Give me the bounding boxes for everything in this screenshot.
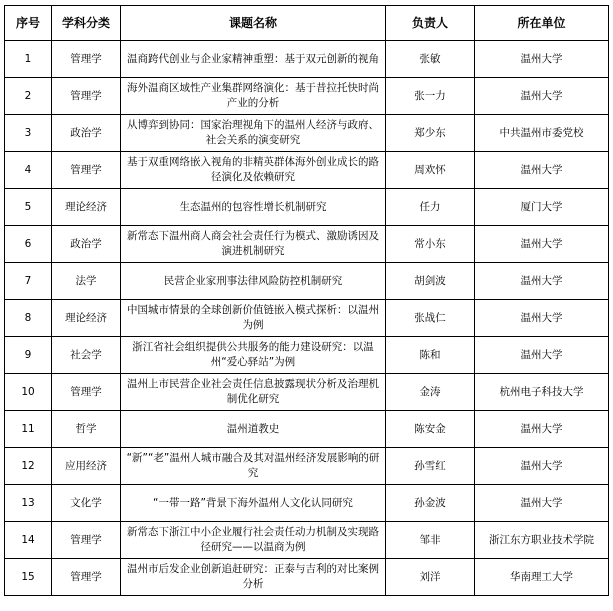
cell-title: “新”“老”温州人城市融合及其对温州经济发展影响的研究 — [121, 448, 386, 485]
cell-no: 11 — [5, 411, 52, 448]
cell-title: 海外温商区域性产业集群网络演化：基于昔拉托快时尚产业的分析 — [121, 78, 386, 115]
cell-title: 基于双重网络嵌入视角的非精英群体海外创业成长的路径演化及依赖研究 — [121, 152, 386, 189]
cell-category: 政治学 — [52, 115, 121, 152]
cell-category: 理论经济 — [52, 189, 121, 226]
cell-no: 9 — [5, 337, 52, 374]
cell-title: 中国城市情景的全球创新价值链嵌入模式探析：以温州为例 — [121, 300, 386, 337]
cell-unit: 温州大学 — [475, 485, 609, 522]
cell-unit: 温州大学 — [475, 152, 609, 189]
header-title: 课题名称 — [121, 6, 386, 41]
cell-category: 管理学 — [52, 374, 121, 411]
cell-title: 民营企业家刑事法律风险防控机制研究 — [121, 263, 386, 300]
cell-category: 管理学 — [52, 78, 121, 115]
cell-title: “一带一路”背景下海外温州人文化认同研究 — [121, 485, 386, 522]
cell-leader: 孙金波 — [386, 485, 475, 522]
cell-category: 管理学 — [52, 152, 121, 189]
cell-title: 浙江省社会组织提供公共服务的能力建设研究：以温州“爱心驿站”为例 — [121, 337, 386, 374]
project-table — [4, 5, 609, 596]
cell-leader: 邹非 — [386, 522, 475, 559]
cell-leader: 陈安金 — [386, 411, 475, 448]
cell-category: 文化学 — [52, 485, 121, 522]
cell-title: 生态温州的包容性增长机制研究 — [121, 189, 386, 226]
cell-no: 15 — [5, 559, 52, 596]
cell-no: 3 — [5, 115, 52, 152]
cell-no: 12 — [5, 448, 52, 485]
cell-no: 2 — [5, 78, 52, 115]
cell-category: 管理学 — [52, 41, 121, 78]
cell-unit: 温州大学 — [475, 300, 609, 337]
cell-category: 政治学 — [52, 226, 121, 263]
cell-unit: 温州大学 — [475, 337, 609, 374]
table-row — [5, 78, 609, 115]
cell-unit: 温州大学 — [475, 263, 609, 300]
cell-category: 应用经济 — [52, 448, 121, 485]
cell-title: 新常态下温州商人商会社会责任行为模式、激励诱因及演进机制研究 — [121, 226, 386, 263]
table-row — [5, 559, 609, 596]
cell-unit: 温州大学 — [475, 78, 609, 115]
table-row — [5, 411, 609, 448]
table-row — [5, 226, 609, 263]
cell-no: 8 — [5, 300, 52, 337]
table-row — [5, 485, 609, 522]
cell-unit: 温州大学 — [475, 226, 609, 263]
cell-unit: 温州大学 — [475, 41, 609, 78]
cell-unit: 温州大学 — [475, 411, 609, 448]
cell-category: 社会学 — [52, 337, 121, 374]
cell-unit: 温州大学 — [475, 448, 609, 485]
cell-leader: 胡剑波 — [386, 263, 475, 300]
cell-title: 温州市后发企业创新追赶研究：正泰与吉利的对比案例分析 — [121, 559, 386, 596]
header-category: 学科分类 — [52, 6, 121, 41]
table-body — [5, 41, 609, 596]
table-row — [5, 263, 609, 300]
cell-category: 管理学 — [52, 559, 121, 596]
table-row — [5, 374, 609, 411]
cell-no: 4 — [5, 152, 52, 189]
cell-leader: 陈和 — [386, 337, 475, 374]
table-row — [5, 300, 609, 337]
cell-title: 温商跨代创业与企业家精神重塑：基于双元创新的视角 — [121, 41, 386, 78]
cell-leader: 郑少东 — [386, 115, 475, 152]
table-row — [5, 522, 609, 559]
cell-unit: 浙江东方职业技术学院 — [475, 522, 609, 559]
cell-no: 6 — [5, 226, 52, 263]
cell-title: 温州道教史 — [121, 411, 386, 448]
table-row — [5, 41, 609, 78]
table-row — [5, 189, 609, 226]
cell-no: 5 — [5, 189, 52, 226]
cell-leader: 周欢怀 — [386, 152, 475, 189]
cell-title: 新常态下浙江中小企业履行社会责任动力机制及实现路径研究——以温商为例 — [121, 522, 386, 559]
cell-leader: 张一力 — [386, 78, 475, 115]
table-row — [5, 448, 609, 485]
cell-no: 14 — [5, 522, 52, 559]
cell-leader: 常小东 — [386, 226, 475, 263]
cell-leader: 张战仁 — [386, 300, 475, 337]
cell-leader: 任力 — [386, 189, 475, 226]
cell-no: 1 — [5, 41, 52, 78]
cell-unit: 华南理工大学 — [475, 559, 609, 596]
cell-leader: 刘洋 — [386, 559, 475, 596]
cell-category: 法学 — [52, 263, 121, 300]
project-table-container — [4, 5, 608, 596]
cell-leader: 张敏 — [386, 41, 475, 78]
table-row — [5, 115, 609, 152]
cell-unit: 中共温州市委党校 — [475, 115, 609, 152]
cell-unit: 厦门大学 — [475, 189, 609, 226]
cell-category: 理论经济 — [52, 300, 121, 337]
cell-leader: 金涛 — [386, 374, 475, 411]
header-no: 序号 — [5, 6, 52, 41]
cell-no: 10 — [5, 374, 52, 411]
cell-no: 13 — [5, 485, 52, 522]
header-unit: 所在单位 — [475, 6, 609, 41]
header-leader: 负责人 — [386, 6, 475, 41]
cell-unit: 杭州电子科技大学 — [475, 374, 609, 411]
table-row — [5, 152, 609, 189]
cell-category: 管理学 — [52, 522, 121, 559]
table-header-row — [5, 6, 609, 41]
cell-leader: 孙雪红 — [386, 448, 475, 485]
cell-title: 从博弈到协同：国家治理视角下的温州人经济与政府、社会关系的演变研究 — [121, 115, 386, 152]
cell-title: 温州上市民营企业社会责任信息披露现状分析及治理机制优化研究 — [121, 374, 386, 411]
cell-category: 哲学 — [52, 411, 121, 448]
table-row — [5, 337, 609, 374]
cell-no: 7 — [5, 263, 52, 300]
